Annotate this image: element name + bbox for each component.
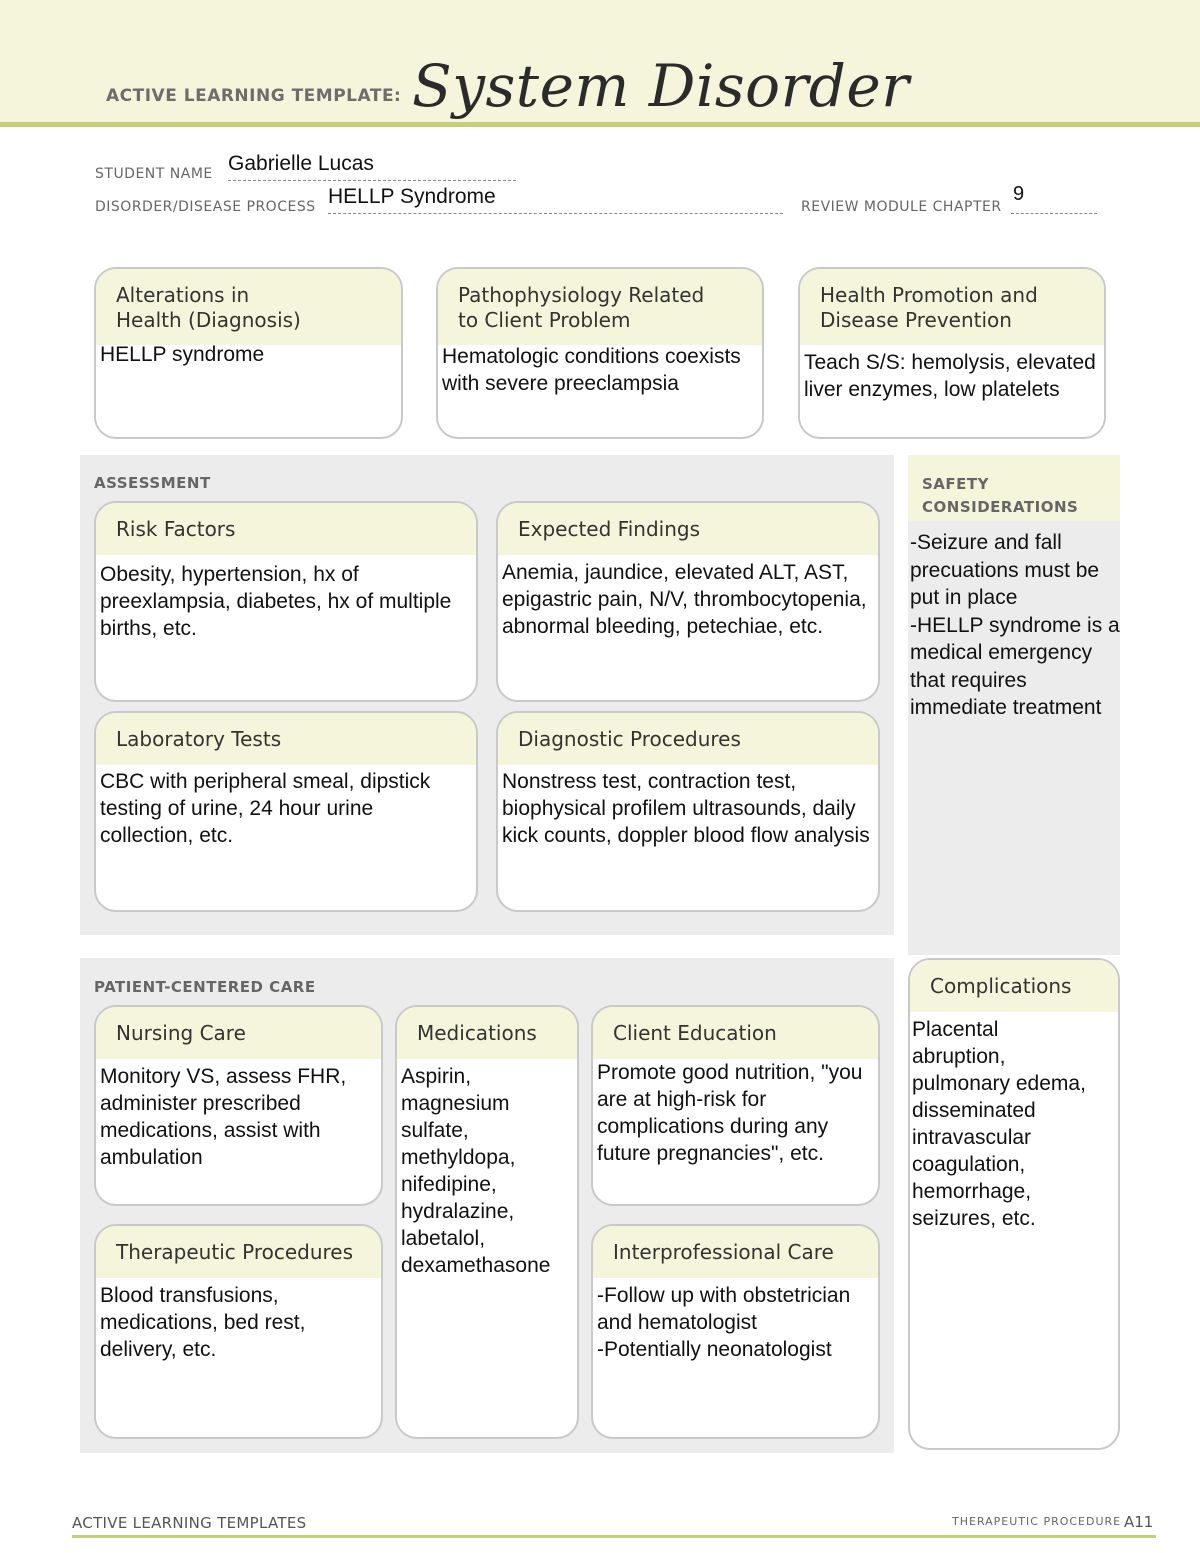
medications-content[interactable]: Aspirin, magnesium sulfate, methyldopa, nifedipine, hydralazine, labetalol, dexamethasone: [401, 1065, 551, 1277]
footer-left-text: ACTIVE LEARNING TEMPLATES: [72, 1514, 307, 1532]
health-promotion-box: [798, 267, 1106, 439]
alterations-title-2: Health (Diagnosis): [116, 308, 301, 332]
footer-right-text: THERAPEUTIC PROCEDURE: [952, 1515, 1122, 1528]
pathophysiology-box: [436, 267, 764, 439]
therapeutic-procedures-content[interactable]: Blood transfusions, medications, bed rest, delivery, etc.: [100, 1284, 306, 1361]
expected-findings-content[interactable]: Anemia, jaundice, elevated ALT, AST, epigastric pain, N/V, thrombocytopenia, abnormal bleeding, petechiae, etc.: [502, 561, 867, 638]
chapter-label: REVIEW MODULE CHAPTER: [801, 199, 1002, 215]
risk-factors-content[interactable]: Obesity, hypertension, hx of preexlampsia, diabetes, hx of multiple births, etc.: [100, 563, 452, 640]
therapeutic-procedures-header: Therapeutic Procedures: [96, 1226, 381, 1278]
nursing-care-box: [94, 1005, 383, 1206]
safety-label-1: SAFETY: [922, 475, 989, 493]
complications-header: Complications: [910, 960, 1118, 1012]
student-name-field[interactable]: Gabrielle Lucas: [228, 152, 374, 175]
interprofessional-care-content[interactable]: -Follow up with obstetrician and hematologist -Potentially neonatologist: [597, 1284, 851, 1361]
alterations-box: [94, 267, 403, 439]
safety-content[interactable]: -Seizure and fall precuations must be put in place -HELLP syndrome is a medical emergency that requires immediate treatment: [910, 531, 1120, 719]
health-promotion-title-2: Disease Prevention: [820, 308, 1012, 332]
header-divider: [0, 122, 1200, 127]
diagnostic-procedures-content[interactable]: Nonstress test, contraction test, biophysical profilem ultrasounds, daily kick counts, doppler blood flow analysis: [502, 770, 870, 847]
student-name-underline: [228, 180, 516, 181]
alterations-header: [96, 269, 401, 345]
footer-divider: [72, 1535, 1156, 1538]
expected-findings-header: Expected Findings: [498, 503, 878, 555]
health-promotion-title-1: Health Promotion and: [820, 283, 1038, 307]
medications-box: [395, 1005, 579, 1439]
client-education-content[interactable]: Promote good nutrition, "you are at high-risk for complications during any future pregnancies", etc.: [597, 1061, 863, 1165]
pathophysiology-title-2: to Client Problem: [458, 308, 631, 332]
safety-header: [908, 455, 1120, 521]
footer-page-number: A11: [1124, 1513, 1154, 1531]
laboratory-tests-box: [94, 711, 478, 912]
client-education-header: Client Education: [593, 1007, 878, 1059]
chapter-underline: [1011, 213, 1097, 214]
pathophysiology-title-1: Pathophysiology Related: [458, 283, 705, 307]
pathophysiology-content[interactable]: Hematologic conditions coexists with severe preeclampsia: [442, 345, 741, 395]
safety-label: [922, 473, 1078, 519]
alterations-content[interactable]: HELLP syndrome: [100, 343, 265, 366]
patient-care-label: PATIENT-CENTERED CARE: [94, 978, 316, 996]
template-label: ACTIVE LEARNING TEMPLATE:: [106, 86, 402, 106]
diagnostic-procedures-box: [496, 711, 880, 912]
student-name-label: STUDENT NAME: [95, 166, 213, 182]
medications-header: Medications: [397, 1007, 577, 1059]
pathophysiology-header: [438, 269, 762, 345]
alterations-title-1: Alterations in: [116, 283, 250, 307]
nursing-care-content[interactable]: Monitory VS, assess FHR, administer prescribed medications, assist with ambulation: [100, 1065, 347, 1169]
client-education-box: [591, 1005, 880, 1206]
safety-label-2: CONSIDERATIONS: [922, 498, 1079, 516]
risk-factors-box: [94, 501, 478, 702]
health-promotion-content[interactable]: Teach S/S: hemolysis, elevated liver enzymes, low platelets: [804, 351, 1096, 401]
complications-content[interactable]: Placental abruption, pulmonary edema, disseminated intravascular coagulation, hemorrhage, seizures, etc.: [912, 1018, 1086, 1230]
risk-factors-header: Risk Factors: [96, 503, 476, 555]
laboratory-tests-content[interactable]: CBC with peripheral smeal, dipstick testing of urine, 24 hour urine collection, etc.: [100, 770, 431, 847]
nursing-care-header: Nursing Care: [96, 1007, 381, 1059]
interprofessional-care-box: [591, 1224, 880, 1439]
health-promotion-header: [800, 269, 1104, 345]
laboratory-tests-header: Laboratory Tests: [96, 713, 476, 765]
disorder-label: DISORDER/DISEASE PROCESS: [95, 199, 316, 215]
page-title: System Disorder: [412, 52, 910, 120]
chapter-field[interactable]: 9: [1013, 183, 1025, 205]
interprofessional-care-header: Interprofessional Care: [593, 1226, 878, 1278]
therapeutic-procedures-box: [94, 1224, 383, 1439]
disorder-underline: [328, 213, 783, 214]
complications-box: [908, 958, 1120, 1450]
assessment-label: ASSESSMENT: [94, 474, 211, 492]
disorder-field[interactable]: HELLP Syndrome: [328, 185, 496, 208]
expected-findings-box: [496, 501, 880, 702]
diagnostic-procedures-header: Diagnostic Procedures: [498, 713, 878, 765]
